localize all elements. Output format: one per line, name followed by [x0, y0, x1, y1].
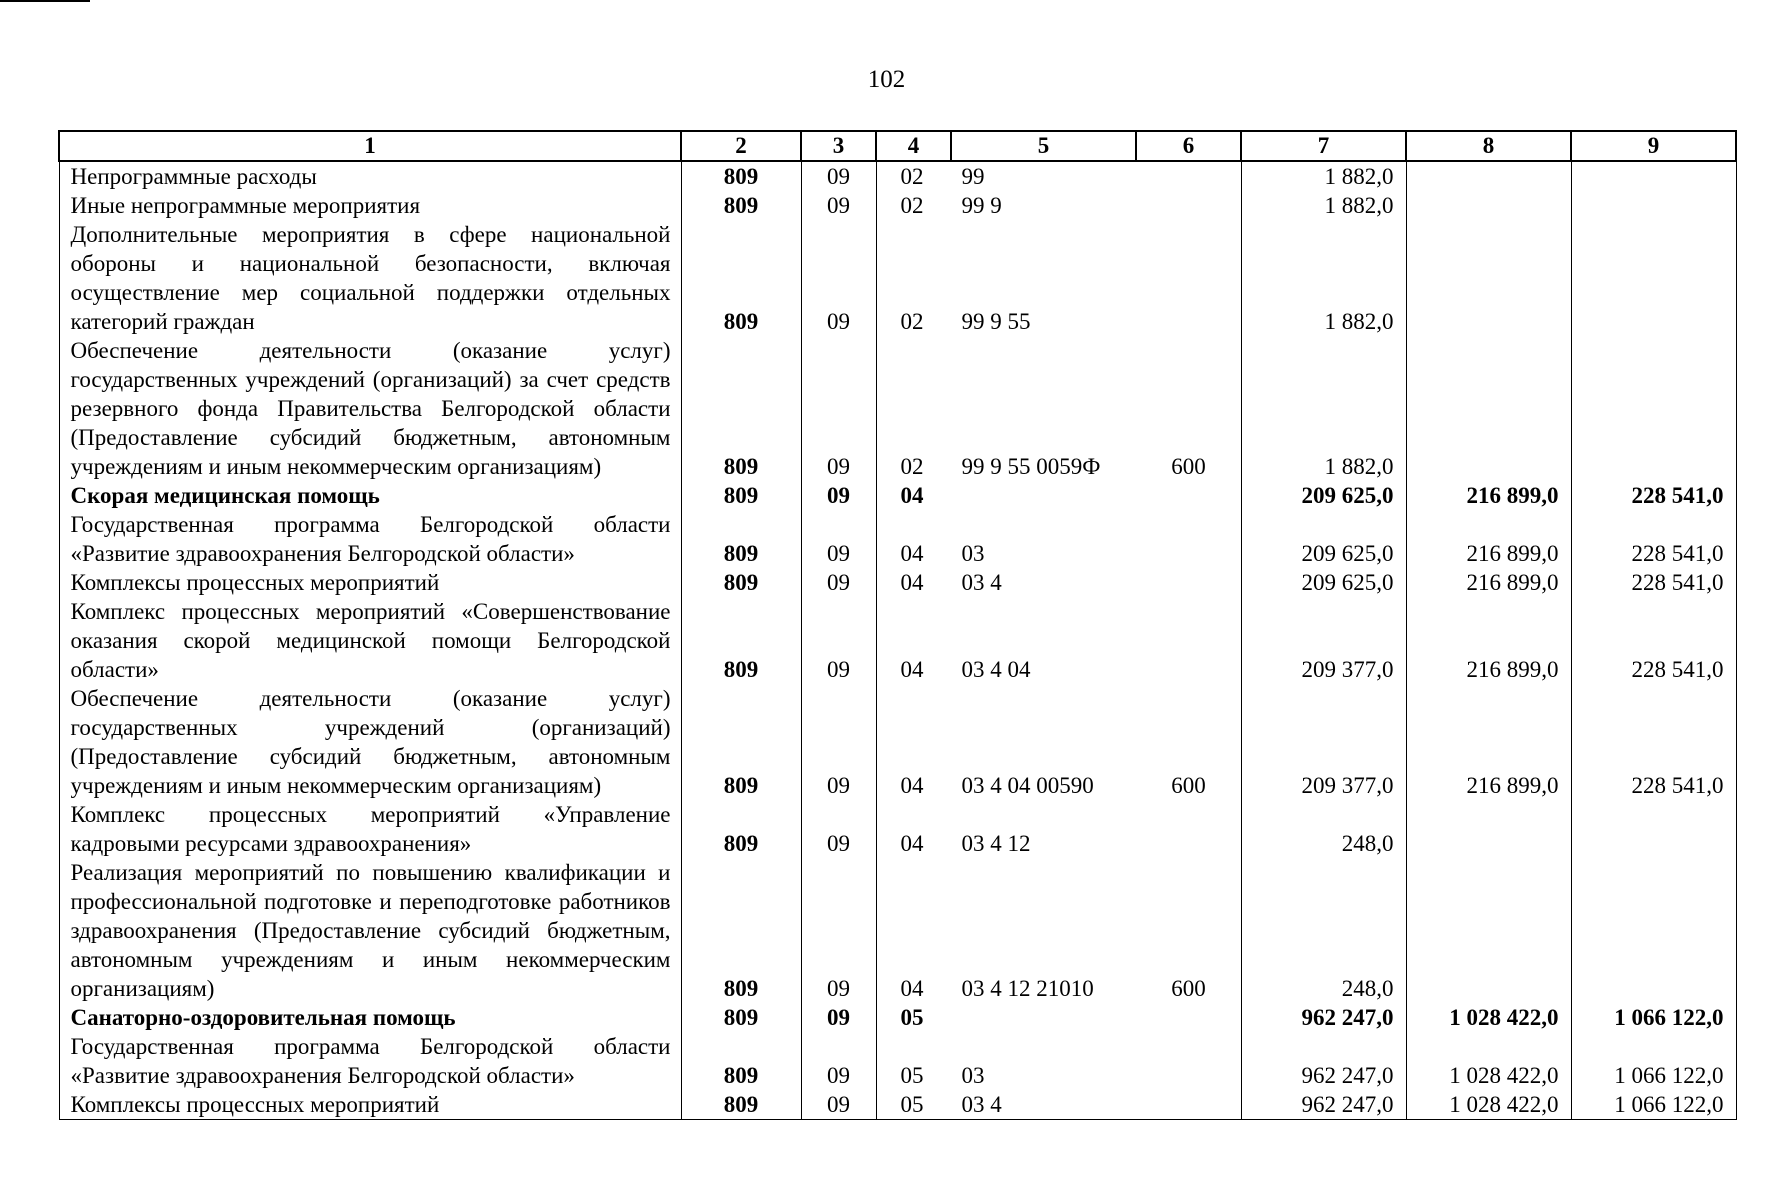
row-target-article: 03 4 04 — [961, 657, 1031, 682]
row-name: Комплексы процессных мероприятий — [59, 1090, 681, 1120]
row-expense-type — [1136, 800, 1241, 858]
table-row — [59, 1032, 1736, 1090]
row-target-article: 03 4 — [961, 570, 1002, 595]
header-col-4: 4 — [876, 131, 951, 161]
row-name: Скорая медицинская помощь — [59, 481, 681, 510]
row-amount-1: 209 625,0 — [1241, 568, 1406, 597]
row-amount-3: 1 066 122,0 — [1571, 1003, 1736, 1032]
row-amount-3 — [1571, 161, 1736, 191]
row-amount-3: 1 066 122,0 — [1571, 1032, 1736, 1090]
row-amount-3 — [1571, 220, 1736, 336]
row-amount-1: 248,0 — [1241, 858, 1406, 1003]
row-amount-2 — [1406, 220, 1571, 336]
row-section: 09 — [801, 1003, 876, 1032]
header-col-1: 1 — [59, 131, 681, 161]
table-header — [59, 131, 1736, 161]
row-subsection: 04 — [900, 773, 924, 798]
table-row — [59, 1090, 1736, 1120]
row-admin-code: 809 — [681, 220, 801, 336]
row-subsection: 04 — [900, 657, 924, 682]
row-name: Государственная программа Белгородской области «Развитие здравоохранения Белгородской области» — [59, 510, 681, 568]
row-name: Комплекс процессных мероприятий «Управление кадровыми ресурсами здравоохранения» — [59, 800, 681, 858]
row-admin-code: 809 — [681, 161, 801, 191]
row-admin-code: 809 — [681, 597, 801, 684]
row-amount-1: 962 247,0 — [1241, 1090, 1406, 1120]
header-col-2: 2 — [681, 131, 801, 161]
row-subsection: 02 — [900, 454, 924, 479]
row-amount-1: 248,0 — [1241, 800, 1406, 858]
row-amount-1: 962 247,0 — [1241, 1003, 1406, 1032]
table-row — [59, 161, 1736, 191]
row-subsection: 04 — [900, 570, 924, 595]
row-target-article: 99 9 — [961, 193, 1002, 218]
row-admin-code: 809 — [681, 481, 801, 510]
row-subsection: 05 — [900, 1063, 924, 1088]
row-target-article: 03 — [961, 1063, 985, 1088]
row-amount-2 — [1406, 191, 1571, 220]
row-section: 09 — [801, 191, 876, 220]
header-col-9: 9 — [1571, 131, 1736, 161]
row-section: 09 — [801, 568, 876, 597]
row-amount-3 — [1571, 336, 1736, 481]
row-amount-1: 1 882,0 — [1241, 161, 1406, 191]
row-target-article: 03 4 04 00590 — [961, 773, 1094, 798]
row-expense-type: 600 — [1136, 336, 1241, 481]
row-amount-1: 1 882,0 — [1241, 191, 1406, 220]
row-amount-3: 228 541,0 — [1571, 568, 1736, 597]
row-subsection: 02 — [900, 309, 924, 334]
row-amount-2: 1 028 422,0 — [1406, 1090, 1571, 1120]
row-section: 09 — [801, 1032, 876, 1090]
row-amount-1: 209 377,0 — [1241, 684, 1406, 800]
row-admin-code: 809 — [681, 1003, 801, 1032]
row-subsection: 05 — [876, 1090, 951, 1120]
row-amount-2 — [1406, 161, 1571, 191]
row-amount-3 — [1571, 800, 1736, 858]
row-amount-2 — [1406, 858, 1571, 1003]
row-target-article: 99 9 55 — [961, 309, 1031, 334]
table-row — [59, 858, 1736, 1003]
row-amount-2: 216 899,0 — [1406, 568, 1571, 597]
row-target-article: 99 9 55 0059Ф — [961, 454, 1101, 479]
row-expense-type: 600 — [1136, 858, 1241, 1003]
table-row — [59, 336, 1736, 481]
row-admin-code: 809 — [681, 510, 801, 568]
row-amount-1: 1 882,0 — [1241, 220, 1406, 336]
row-amount-1: 209 625,0 — [1241, 481, 1406, 510]
row-amount-2: 216 899,0 — [1406, 597, 1571, 684]
row-section: 09 — [801, 220, 876, 336]
row-amount-3: 228 541,0 — [1571, 684, 1736, 800]
row-name: Санаторно-оздоровительная помощь — [59, 1003, 681, 1032]
row-amount-2: 216 899,0 — [1406, 510, 1571, 568]
row-expense-type — [1136, 510, 1241, 568]
row-subsection: 04 — [900, 976, 924, 1001]
budget-table — [58, 130, 1737, 1120]
table-row — [59, 568, 1736, 597]
row-name: Обеспечение деятельности (оказание услуг) государственных учреждений (организаций) (Предоставление субсидий бюджетным, автономным учреждениям и иным некоммерческим организациям) — [59, 684, 681, 800]
header-col-5: 5 — [951, 131, 1136, 161]
row-name: Государственная программа Белгородской области «Развитие здравоохранения Белгородской области» — [59, 1032, 681, 1090]
row-amount-1: 962 247,0 — [1241, 1032, 1406, 1090]
row-target-article: 03 4 12 — [961, 831, 1031, 856]
row-amount-2: 1 028 422,0 — [1406, 1003, 1571, 1032]
row-amount-3: 228 541,0 — [1571, 597, 1736, 684]
row-subsection: 02 — [900, 164, 924, 189]
row-target-article: 03 — [961, 541, 985, 566]
row-expense-type — [1136, 1003, 1241, 1032]
row-admin-code: 809 — [681, 568, 801, 597]
table-body — [59, 161, 1736, 1120]
row-admin-code: 809 — [681, 1032, 801, 1090]
row-expense-type — [1136, 220, 1241, 336]
row-section: 09 — [801, 858, 876, 1003]
page-number: 102 — [867, 66, 906, 93]
row-amount-2: 216 899,0 — [1406, 481, 1571, 510]
row-target-article: 03 4 12 21010 — [961, 976, 1094, 1001]
row-expense-type — [1136, 1090, 1241, 1120]
header-col-8: 8 — [1406, 131, 1571, 161]
table-row — [59, 597, 1736, 684]
row-expense-type: 600 — [1136, 684, 1241, 800]
row-section: 09 — [801, 481, 876, 510]
row-section: 09 — [801, 510, 876, 568]
row-section: 09 — [801, 684, 876, 800]
row-admin-code: 809 — [681, 1090, 801, 1120]
row-amount-1: 209 625,0 — [1241, 510, 1406, 568]
row-subsection: 04 — [900, 483, 924, 508]
header-col-7: 7 — [1241, 131, 1406, 161]
row-subsection: 04 — [900, 541, 924, 566]
row-amount-1: 1 882,0 — [1241, 336, 1406, 481]
row-amount-2 — [1406, 800, 1571, 858]
row-admin-code: 809 — [681, 800, 801, 858]
row-expense-type — [1136, 191, 1241, 220]
row-amount-3: 228 541,0 — [1571, 481, 1736, 510]
header-col-6: 6 — [1136, 131, 1241, 161]
row-admin-code: 809 — [681, 684, 801, 800]
row-target-article — [951, 481, 1136, 510]
corner-rule — [0, 0, 90, 2]
row-section: 09 — [801, 336, 876, 481]
row-name: Комплексы процессных мероприятий — [59, 568, 681, 597]
row-target-article: 99 — [961, 164, 985, 189]
row-name: Иные непрограммные мероприятия — [59, 191, 681, 220]
row-expense-type — [1136, 161, 1241, 191]
row-admin-code: 809 — [681, 191, 801, 220]
row-amount-3: 1 066 122,0 — [1571, 1090, 1736, 1120]
row-name: Комплекс процессных мероприятий «Совершенствование оказания скорой медицинской помощи Белгородской области» — [59, 597, 681, 684]
row-admin-code: 809 — [681, 858, 801, 1003]
row-admin-code: 809 — [681, 336, 801, 481]
table-row — [59, 220, 1736, 336]
row-expense-type — [1136, 481, 1241, 510]
row-amount-2: 216 899,0 — [1406, 684, 1571, 800]
row-section: 09 — [801, 597, 876, 684]
row-target-article — [951, 1003, 1136, 1032]
row-expense-type — [1136, 597, 1241, 684]
table-row — [59, 800, 1736, 858]
row-name: Непрограммные расходы — [59, 161, 681, 191]
row-target-article: 03 4 — [951, 1090, 1136, 1120]
row-amount-3 — [1571, 191, 1736, 220]
row-section: 09 — [801, 1090, 876, 1120]
table-row — [59, 684, 1736, 800]
row-section: 09 — [801, 800, 876, 858]
row-expense-type — [1136, 568, 1241, 597]
table-row — [59, 510, 1736, 568]
row-amount-3: 228 541,0 — [1571, 510, 1736, 568]
row-subsection: 05 — [900, 1005, 924, 1030]
row-amount-3 — [1571, 858, 1736, 1003]
header-col-3: 3 — [801, 131, 876, 161]
table-row — [59, 191, 1736, 220]
row-section: 09 — [801, 161, 876, 191]
row-amount-2 — [1406, 336, 1571, 481]
row-expense-type — [1136, 1032, 1241, 1090]
row-amount-1: 209 377,0 — [1241, 597, 1406, 684]
row-name: Дополнительные мероприятия в сфере национальной обороны и национальной безопасности, включая осуществление мер социальной поддержки отдельных категорий граждан — [59, 220, 681, 336]
table-row — [59, 481, 1736, 510]
row-name: Обеспечение деятельности (оказание услуг) государственных учреждений (организаций) за счет средств резервного фонда Правительства Белгородской области (Предоставление субсидий бюджетным, автономным учреждениям и иным некоммерческим организациям) — [59, 336, 681, 481]
row-amount-2: 1 028 422,0 — [1406, 1032, 1571, 1090]
row-subsection: 02 — [900, 193, 924, 218]
row-subsection: 04 — [900, 831, 924, 856]
table-row — [59, 1003, 1736, 1032]
row-name: Реализация мероприятий по повышению квалификации и профессиональной подготовке и переподготовке работников здравоохранения (Предоставление субсидий бюджетным, автономным учреждениям и иным некоммерческим организациям) — [59, 858, 681, 1003]
